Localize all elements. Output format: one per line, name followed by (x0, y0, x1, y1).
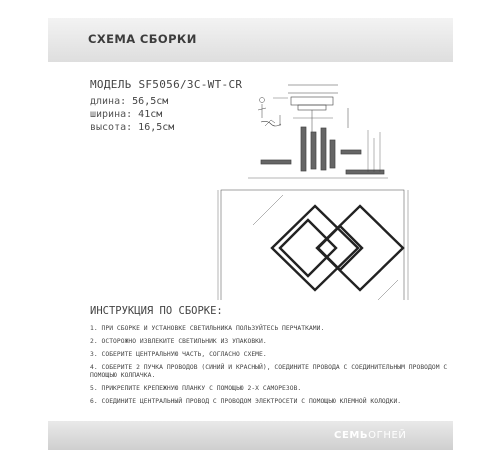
spec-height-label: высота: (90, 122, 139, 133)
page-title: СХЕМА СБОРКИ (88, 32, 197, 46)
instructions-list (90, 325, 450, 411)
instruction-step-2: 2. ОСТОРОЖНО ИЗВЛЕКИТЕ СВЕТИЛЬНИК ИЗ УПАКОВКИ. (90, 338, 267, 345)
instructions-title: ИНСТРУКЦИЯ ПО СБОРКЕ: (90, 305, 223, 317)
side-view (248, 85, 388, 178)
assembly-sheet (48, 0, 453, 450)
instruction-step-3: 3. СОБЕРИТЕ ЦЕНТРАЛЬНУЮ ЧАСТЬ, СОГЛАСНО СХЕМЕ. (90, 351, 267, 358)
top-view (218, 190, 408, 300)
spec-length-value: 56,5см (132, 96, 169, 107)
spec-height-value: 16,5см (138, 122, 175, 133)
spec-width-value: 41см (138, 109, 163, 120)
technical-drawing (48, 0, 453, 300)
instruction-step-6: 6. СОЕДИНИТЕ ЦЕНТРАЛЬНЫЙ ПРОВОД С ПРОВОДОМ ЭЛЕКТРОСЕТИ С ПОМОЩЬЮ КЛЕМНОЙ КОЛОДКИ. (90, 398, 402, 405)
spec-length-label: длина: (90, 96, 133, 107)
instruction-step-4: 4. СОБЕРИТЕ 2 ПУЧКА ПРОВОДОВ (СИНИЙ И КРАСНЫЙ), СОЕДИНИТЕ ПРОВОДА С СОЕДИНИТЕЛЬНЫМ ПРОВОДОМ С ПОМОЩЬЮ КОЛПАЧКА. (90, 364, 448, 379)
instruction-step-5: 5. ПРИКРЕПИТЕ КРЕПЕЖНУЮ ПЛАНКУ С ПОМОЩЬЮ 2-Х САМОРЕЗОВ. (90, 385, 302, 392)
brand-logo (334, 430, 406, 442)
logo-light-part: ОГНЕЙ (368, 430, 407, 441)
logo-bold-part: СЕМЬ (334, 430, 369, 441)
model-name: МОДЕЛЬ SF5056/3C-WT-CR (90, 78, 243, 91)
footer-bar (48, 421, 453, 450)
spec-width-label: ширина: (90, 109, 139, 120)
instruction-step-1: 1. ПРИ СБОРКЕ И УСТАНОВКЕ СВЕТИЛЬНИКА ПОЛЬЗУЙТЕСЬ ПЕРЧАТКАМИ. (90, 325, 325, 332)
